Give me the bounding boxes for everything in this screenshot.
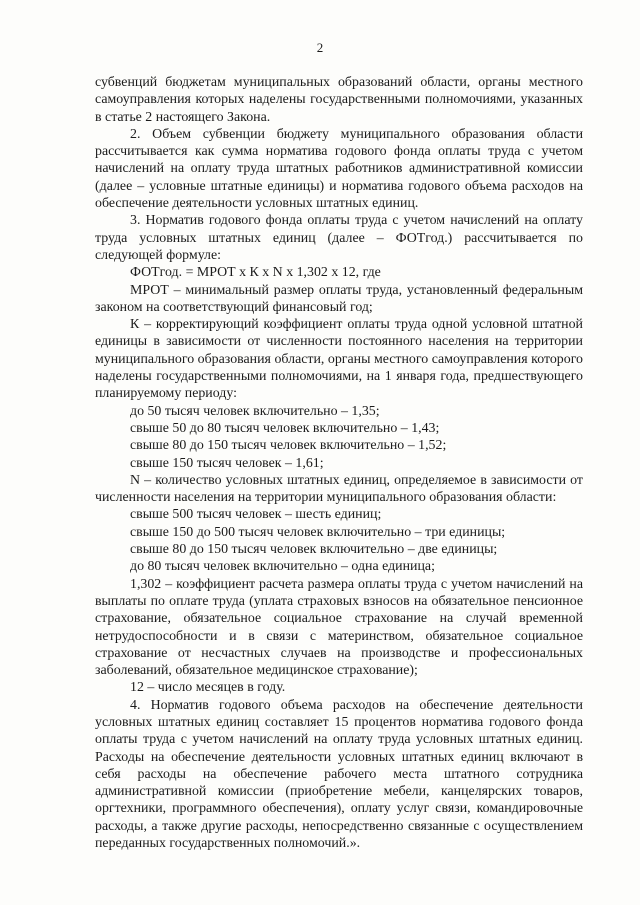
paragraph-section-2: 2. Объем субвенции бюджету муниципального образования области рассчитывается как сумма норматива годового фонда оплаты труда с учетом начислений на оплату труда штатных работников административной комиссии (далее – условные штатные единицы) и норматива годового объема расходов на обеспечение деятельности условных штатных единиц. <box>95 126 583 212</box>
paragraph-mrot: МРОТ – минимальный размер оплаты труда, установленный федеральным законом на соответствующий финансовый год; <box>95 282 583 315</box>
list-item-n: до 80 тысяч человек включительно – одна единица; <box>130 559 435 575</box>
formula-line: ФОТгод. = МРОТ х К х N х 1,302 х 12, где <box>130 265 381 281</box>
paragraph-months: 12 – число месяцев в году. <box>130 680 286 696</box>
paragraph-n-count: N – количество условных штатных единиц, определяемое в зависимости от численности населения на территории муниципального образования области: <box>95 472 583 506</box>
paragraph-section-4: 4. Норматив годового объема расходов на обеспечение деятельности условных штатных единиц составляет 15 процентов норматива годового фонда оплаты труда с учетом начислений на оплату труда условных штатных единиц. Расходы на обеспечение деятельности условных штатных единиц включают в себя расходы на обеспечение рабочего места штатного сотрудника административной комиссии (приобретение мебели, канцелярских товаров, оргтехники, программного обеспечения), оплату услуг связи, командировочные расходы, а также другие расходы, непосредственно связанные с осуществлением переданных государственных полномочий.». <box>95 697 583 852</box>
paragraph-coefficient-1302: 1,302 – коэффициент расчета размера оплаты труда с учетом начислений на выплаты по оплате труда (уплата страховых взносов на обязательное пенсионное страхование, обязательное социальное страхование на случай временной нетрудоспособности и в связи с материнством, обязательное социальное страхование от несчастных случаев на производстве и профессиональных заболеваний, обязательное медицинское страхование); <box>95 576 583 679</box>
list-item-n: свыше 500 тысяч человек – шесть единиц; <box>130 507 382 523</box>
list-item-k: свыше 150 тысяч человек – 1,61; <box>130 455 324 471</box>
list-item-n: свыше 150 до 500 тысяч человек включительно – три единицы; <box>130 524 506 540</box>
list-item-k: до 50 тысяч человек включительно – 1,35; <box>130 403 380 419</box>
list-item-k: свыше 80 до 150 тысяч человек включительно – 1,52; <box>130 438 447 454</box>
paragraph-continuation: субвенций бюджетам муниципальных образований области, органы местного самоуправления которых наделены государственными полномочиями, указанных в статье 2 настоящего Закона. <box>95 75 583 125</box>
paragraph-section-3: 3. Норматив годового фонда оплаты труда с учетом начислений на оплату труда условных штатных единиц (далее – ФОТгод.) рассчитывается по следующей формуле: <box>95 213 583 263</box>
page-number: 2 <box>316 40 324 55</box>
list-item-k: свыше 50 до 80 тысяч человек включительно – 1,43; <box>130 420 440 436</box>
list-item-n: свыше 80 до 150 тысяч человек включительно – две единицы; <box>130 542 498 558</box>
document-body <box>95 74 583 852</box>
paragraph-k-coefficient: К – корректирующий коэффициент оплаты труда одной условной штатной единицы в зависимости от численности постоянного населения на территории муниципального образования области, органы местного самоуправления которого наделены государственными полномочиями, на 1 января года, предшествующего планируемому периоду: <box>95 317 583 402</box>
